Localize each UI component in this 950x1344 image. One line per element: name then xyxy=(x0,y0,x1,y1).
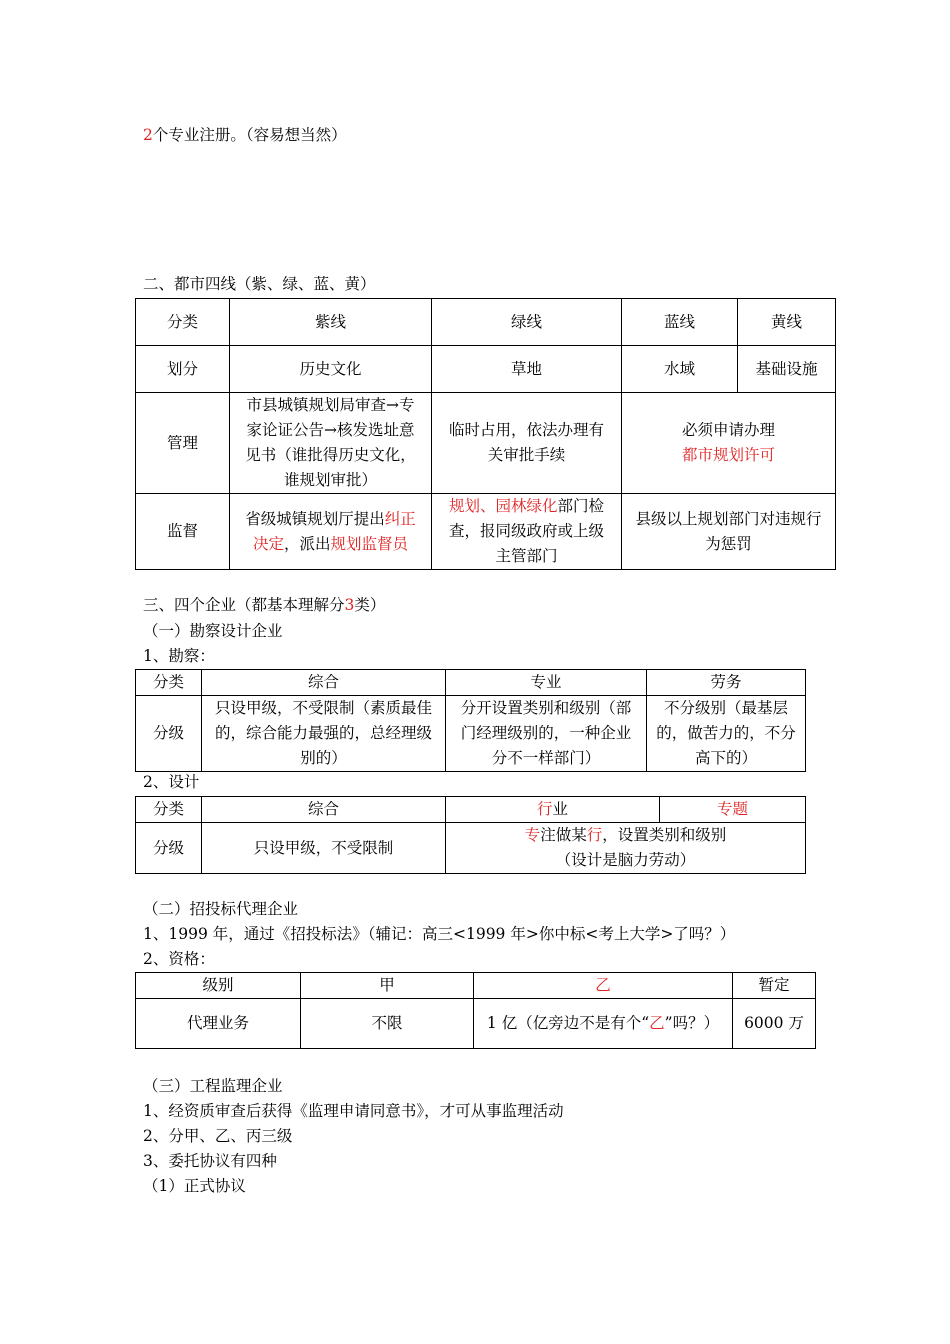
table-cell: 历史文化 xyxy=(230,346,432,393)
cell-line: 都市规划许可 xyxy=(681,446,775,464)
header-cell: 暂定 xyxy=(733,973,816,999)
header-cell: 乙 xyxy=(474,973,733,999)
table-row xyxy=(136,494,836,570)
intro-line xyxy=(143,125,347,146)
table-cell: 分开设置类别和级别（部门经理级别的，一种企业分不一样部门） xyxy=(446,696,647,772)
cell-text: ，派出 xyxy=(283,534,331,553)
row-label: 划分 xyxy=(136,346,230,393)
intro-number: 2 xyxy=(143,126,153,144)
cell-text: 部门检查，报同级政府或上级主管部门 xyxy=(448,497,605,565)
intro-text: 个专业注册。（容易想当然） xyxy=(152,126,347,144)
table-row xyxy=(136,299,836,346)
cell-text: ”吗？） xyxy=(664,1014,720,1032)
supervision-line-4: （1）正式协议 xyxy=(143,1177,246,1195)
table-cell: 草地 xyxy=(432,346,622,393)
table-row xyxy=(136,696,806,772)
survey-table xyxy=(135,669,806,772)
header-cell: 甲 xyxy=(301,973,474,999)
sheji-label: 2、设计 xyxy=(143,773,200,791)
section-3-title xyxy=(143,595,385,616)
row-label: 分级 xyxy=(136,823,202,874)
header-cell: 紫线 xyxy=(230,299,432,346)
cell-line xyxy=(452,823,799,848)
table-cell: 基础设施 xyxy=(738,346,836,393)
supervision-line-1: 1、经资质审查后获得《监理申请同意书》，才可从事监理活动 xyxy=(143,1102,564,1120)
subsection-title: （一）勘察设计企业 xyxy=(143,622,283,640)
header-cell: 黄线 xyxy=(738,299,836,346)
table-cell: 不限 xyxy=(301,999,474,1049)
qualification-table xyxy=(135,972,816,1049)
bidding-line-1: 1、1999 年，通过《招投标法》（辅记：高三<1999 年>你中标<考上大学>了吗？） xyxy=(143,925,736,943)
header-cell: 分类 xyxy=(136,797,202,823)
supervision-line-2: 2、分甲、乙、丙三级 xyxy=(143,1127,293,1145)
header-cell: 绿线 xyxy=(432,299,622,346)
table-row xyxy=(136,999,816,1049)
header-cell xyxy=(446,797,660,823)
cell-text: 、 xyxy=(479,497,496,515)
header-cell: 级别 xyxy=(136,973,301,999)
cell-text: 纠正决定 xyxy=(252,509,416,553)
header-cell: 劳务 xyxy=(647,670,806,696)
table-cell: 6000 万 xyxy=(733,999,816,1049)
header-cell: 分类 xyxy=(136,299,230,346)
table-cell xyxy=(446,823,806,874)
header-cell: 蓝线 xyxy=(622,299,738,346)
cell-text: 园林绿化 xyxy=(495,497,558,515)
table-cell xyxy=(230,494,432,570)
row-label: 分级 xyxy=(136,696,202,772)
subsection-title: （三）工程监理企业 xyxy=(143,1077,283,1095)
table-cell: 临时占用，依法办理有关审批手续 xyxy=(432,393,622,494)
row-label: 代理业务 xyxy=(136,999,301,1049)
cell-text: 注做某 xyxy=(540,826,587,844)
city-lines-table xyxy=(135,298,836,570)
table-cell xyxy=(474,999,733,1049)
header-cell: 专题 xyxy=(660,797,806,823)
table-row xyxy=(136,797,806,823)
title-text: 三、四个企业（都基本理解分 xyxy=(143,596,345,614)
cell-text: 1 亿（亿旁边不是有个“ xyxy=(486,1014,650,1032)
cell-text: 省级城镇规划厅提出 xyxy=(245,509,385,528)
cell-text: 规划 xyxy=(448,497,480,515)
design-table xyxy=(135,796,806,874)
table-cell xyxy=(622,393,836,494)
table-cell: 市县城镇规划局审查→专家论证公告→核发选址意见书（谁批得历史文化，谁规划审批） xyxy=(230,393,432,494)
table-cell: 不分级别（最基层的，做苦力的，不分高下的） xyxy=(647,696,806,772)
table-cell: 只设甲级，不受限制（素质最佳的，综合能力最强的，总经理级别的） xyxy=(202,696,446,772)
cell-text: ，设置类别和级别 xyxy=(602,826,727,844)
subsection-title: （二）招投标代理企业 xyxy=(143,900,299,918)
table-row xyxy=(136,393,836,494)
header-cell: 专业 xyxy=(446,670,647,696)
cell-line: （设计是脑力劳动） xyxy=(555,851,696,869)
table-row xyxy=(136,973,816,999)
header-cell: 综合 xyxy=(202,670,446,696)
title-number: 3 xyxy=(344,596,355,614)
cell-text: 规划监督员 xyxy=(330,534,409,553)
table-cell: 县级以上规划部门对违规行为惩罚 xyxy=(622,494,836,570)
header-cell: 综合 xyxy=(202,797,446,823)
row-label: 监督 xyxy=(136,494,230,570)
header-text: 行 xyxy=(536,800,553,818)
row-label: 管理 xyxy=(136,393,230,494)
table-cell xyxy=(432,494,622,570)
cell-line: 必须申请办理 xyxy=(681,421,775,439)
header-cell: 分类 xyxy=(136,670,202,696)
table-cell: 只设甲级，不受限制 xyxy=(202,823,446,874)
cell-text: 乙 xyxy=(649,1014,665,1032)
table-cell: 水域 xyxy=(622,346,738,393)
table-row xyxy=(136,670,806,696)
kancha-label: 1、勘察： xyxy=(143,647,215,665)
header-text: 业 xyxy=(552,800,569,818)
supervision-line-3: 3、委托协议有四种 xyxy=(143,1152,277,1170)
section-2-title: 二、都市四线（紫、绿、蓝、黄） xyxy=(143,275,376,293)
bidding-line-2: 2、资格： xyxy=(143,950,215,968)
table-row xyxy=(136,346,836,393)
title-text: 类） xyxy=(354,596,386,614)
table-row xyxy=(136,823,806,874)
cell-text: 专 xyxy=(524,826,541,844)
cell-text: 行 xyxy=(586,826,603,844)
